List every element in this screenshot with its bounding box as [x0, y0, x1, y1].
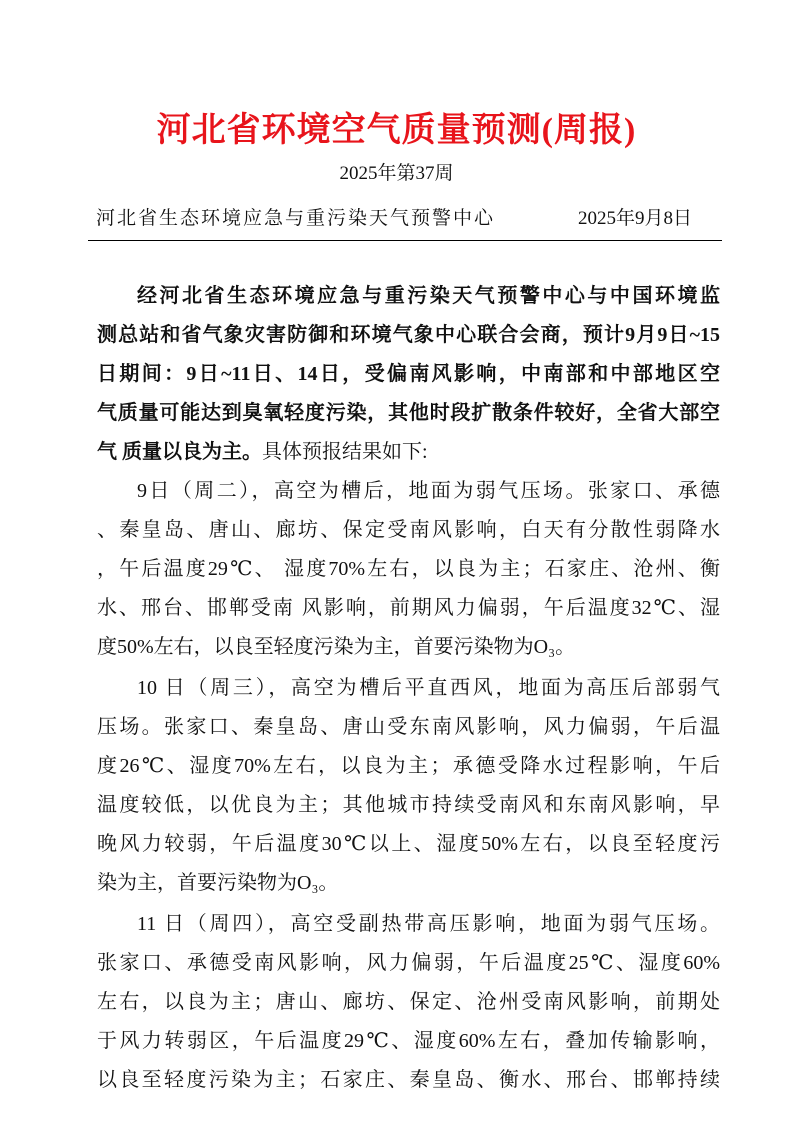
text-line: ，午后温度29℃、 湿度70%左右，以良为主；石家庄、沧州、衡 — [97, 558, 720, 580]
text-line: 气质量可能达到臭氧轻度污染，其他时段扩散条件较好，全省大部空 — [97, 402, 720, 424]
page-title: 河北省环境空气质量预测(周报) — [156, 112, 637, 149]
issue-number: 2025年第37周 — [339, 163, 454, 184]
text-line: 晚风力较弱，午后温度30℃以上、湿度50%左右，以良至轻度污 — [97, 833, 720, 855]
text-line: 于风力转弱区，午后温度29℃、湿度60%左右，叠加传输影响， — [97, 1030, 720, 1052]
summary-lead-in: 具体预报结果如下: — [262, 441, 428, 463]
text-line: 压场。张家口、秦皇岛、唐山受东南风影响，风力偏弱，午后温 — [97, 716, 720, 738]
text-line: 以良至轻度污染为主；石家庄、秦皇岛、衡水、邢台、邯郸持续 — [97, 1069, 720, 1091]
text-line: 染为主，首要污染物为O₃。 — [97, 872, 339, 894]
text-line: 温度较低，以优良为主；其他城市持续受南风和东南风影响，早 — [97, 794, 720, 816]
text-line: 水、邢台、邯郸受南 风影响，前期风力偏弱，午后温度32℃、湿 — [97, 597, 720, 619]
day10-paragraph — [97, 669, 720, 903]
text-line: 张家口、承德受南风影响，风力偏弱，午后温度25℃、湿度60% — [97, 952, 720, 974]
issue-date: 2025年9月8日 — [577, 208, 692, 229]
text-line: 11 日（周四），高空受副热带高压影响，地面为弱气压场。 — [137, 913, 720, 935]
summary-conclusion: 气 质量以良为主。 — [97, 441, 262, 463]
text-line: 度50%左右，以良至轻度污染为主，首要污染物为O₃。 — [97, 636, 576, 658]
text-line: 左右，以良为主；唐山、廊坊、保定、沧州受南风影响，前期处 — [97, 991, 720, 1013]
summary-paragraph — [97, 277, 720, 472]
text-line: 10 日（周三），高空为槽后平直西风，地面为高压后部弱气 — [137, 677, 720, 699]
header-divider — [88, 240, 722, 241]
issuing-organization: 河北省生态环境应急与重污染天气预警中心 — [96, 208, 496, 229]
text-line: 测总站和省气象灾害防御和环境气象中心联合会商，预计9月9日~15 — [97, 324, 720, 346]
day9-paragraph — [97, 472, 720, 667]
text-line: 日期间：9日~11日、14日，受偏南风影响，中南部和中部地区空 — [97, 363, 720, 385]
text-line: 9日（周二），高空为槽后，地面为弱气压场。张家口、承德 — [137, 480, 720, 502]
report-body — [97, 277, 720, 1100]
text-line: 、秦皇岛、唐山、廊坊、保定受南风影响，白天有分散性弱降水 — [97, 519, 720, 541]
day11-paragraph — [97, 905, 720, 1100]
text-line — [97, 433, 720, 472]
text-line: 经河北省生态环境应急与重污染天气预警中心与中国环境监 — [137, 285, 720, 307]
text-line: 度26℃、湿度70%左右，以良为主；承德受降水过程影响，午后 — [97, 755, 720, 777]
